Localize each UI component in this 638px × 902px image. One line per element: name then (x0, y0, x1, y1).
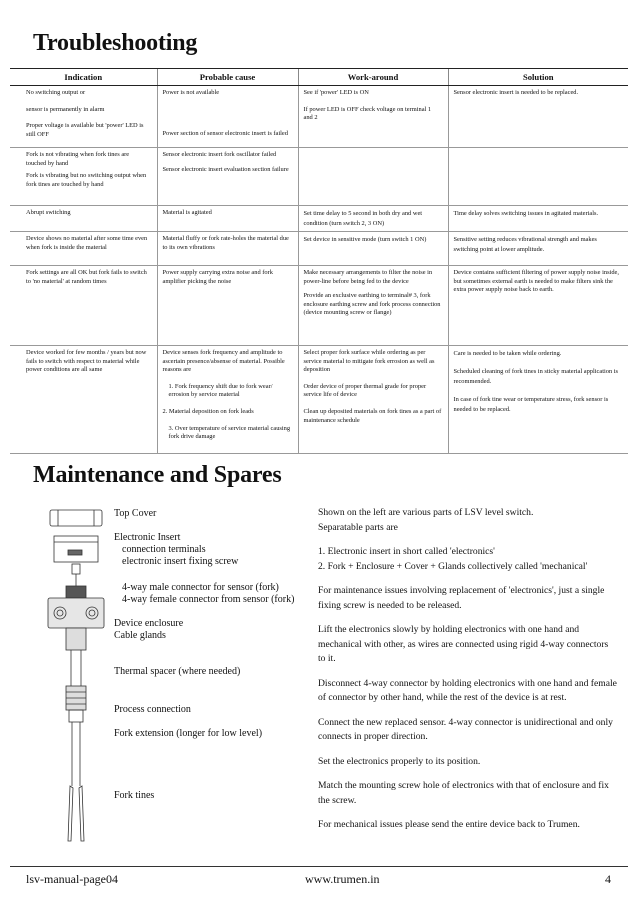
cell-solution (448, 148, 628, 206)
electronic-insert-shape (54, 536, 98, 562)
cell-text: 2. Material deposition on fork leads (162, 407, 254, 415)
troubleshooting-title: Troubleshooting (33, 30, 198, 56)
cell-text: Device contains sufficient filtering of power supply noise inside, but sometimes external earth is needed to make filters sink the extra power supply noise back to earth. (453, 269, 619, 294)
cell-solution (448, 266, 628, 346)
table-row (10, 346, 628, 454)
cell-text: Sensor electronic insert is needed to be replaced. (453, 89, 579, 96)
cell-workaround (298, 232, 448, 266)
cell-workaround (298, 266, 448, 346)
table-header-row (10, 69, 628, 86)
cell-text: If power LED is OFF check voltage on terminal 1 and 2 (303, 105, 432, 122)
instruction-line: Separatable parts are (318, 521, 398, 533)
cell-text: Make necessary arrangements to filter the noise in power-line before being fed to the device (303, 269, 433, 285)
cell-cause (157, 86, 298, 148)
cell-text: Provide an exclusive earthing to terminal# 3, fork enclosure earthing screw and fork process connection (device mounting screw or flange) (303, 292, 441, 317)
cell-text: Clean up deposited materials on fork tines as a part of maintenance schedule (303, 407, 442, 424)
cell-text: No switching output or (26, 89, 86, 96)
cell-solution (448, 206, 628, 232)
cell-text: Sensitive setting reduces vibrational strength and makes switching point at lower amplitude. (453, 236, 597, 253)
enclosure-top-shape (66, 586, 86, 598)
cell-workaround (298, 206, 448, 232)
cell-text: Care is needed to be taken while ordering. (453, 350, 562, 357)
instruction-paragraph: Lift the electronics slowly by holding electronics with one hand and mechanical with other, as wires are connected using rigid 4-way connectors to it. (318, 624, 609, 664)
cell-text: Material fluffy or fork rate-holes the material due to its own vibrations (162, 235, 289, 251)
header-indication: Indication (10, 69, 157, 86)
cell-solution (448, 86, 628, 148)
cell-indication (10, 232, 157, 266)
instruction-paragraph: Connect the new replaced sensor. 4-way connector is unidirectional and only connects in proper direction. (318, 716, 613, 742)
cell-indication (10, 346, 157, 454)
part-female-connector: 4-way female connector from sensor (fork) (122, 594, 295, 605)
cell-text: Select proper fork surface while ordering as per service material to mitigate fork errosion as well as deposition (303, 349, 435, 374)
cell-cause (157, 266, 298, 346)
instruction-line: Shown on the left are various parts of LSV level switch. (318, 507, 534, 518)
maintenance-title: Maintenance and Spares (33, 462, 282, 488)
connector-shape (72, 564, 80, 574)
cell-text: Sensor electronic insert evaluation section failure (162, 165, 289, 173)
part-top-cover: Top Cover (114, 508, 157, 519)
cell-text: 3. Over temperature of service material causing fork drive damage (168, 424, 291, 441)
instruction-paragraph: For maintenance issues involving replacement of 'electronics', just a single fixing screw is needed to be released. (318, 585, 605, 611)
troubleshooting-table (10, 68, 628, 454)
table-row (10, 148, 628, 206)
cell-text: Power supply carrying extra noise and fork amplifier picking the noise (162, 269, 273, 285)
cell-text: Sensor electronic insert fork oscillator failed (162, 151, 277, 158)
table-row (10, 266, 628, 346)
cell-text: Device shows no material after some time even when fork is inside the material (26, 235, 148, 251)
maintenance-instructions (318, 506, 618, 843)
part-electronic-insert: Electronic Insert (114, 532, 181, 543)
cell-text: 1. Fork frequency shift due to fork wear/ errosion by service material (168, 382, 273, 399)
cell-text: In case of fork tine wear or temperature stress, fork sensor is needed to be replaced. (453, 396, 609, 413)
instruction-paragraph: For mechanical issues please send the entire device back to Trumen. (318, 819, 580, 830)
footer-manual-id: lsv-manual-page04 (26, 872, 118, 886)
lsv-exploded-diagram-icon (40, 506, 120, 846)
cell-text: Device senses fork frequency and amplitude to ascertain presence/absense of material. Possible reasons are (162, 349, 285, 374)
cell-indication (10, 148, 157, 206)
header-probable-cause: Probable cause (157, 69, 298, 86)
header-work-around: Work-around (298, 69, 448, 86)
cell-text: Power section of sensor electronic insert is failed (162, 129, 288, 137)
cell-text: Scheduled cleaning of fork tines in sticky material application is recommended. (453, 368, 619, 385)
table-row (10, 232, 628, 266)
part-fork-tines: Fork tines (114, 790, 155, 801)
cell-text: Set time delay to 5 second in both dry and wet condition (turn switch 2, 3 ON) (303, 210, 423, 227)
cell-text: Material is agitated (162, 209, 212, 216)
part-process-connection: Process connection (114, 704, 191, 715)
part-enclosure: Device enclosure (114, 618, 184, 629)
cell-text: Time delay solves switching issues in agitated materials. (453, 210, 599, 217)
cell-workaround (298, 346, 448, 454)
instruction-paragraph (318, 506, 618, 535)
fork-tine-right-shape (79, 786, 84, 841)
table-row (10, 206, 628, 232)
cell-indication (10, 266, 157, 346)
part-thermal-spacer: Thermal spacer (where needed) (114, 666, 241, 677)
cell-text: Order device of proper thermal grade for proper service life of device (303, 382, 427, 399)
instruction-paragraph: Match the mounting screw hole of electronics with that of enclosure and fix the screw. (318, 780, 609, 806)
cell-indication (10, 206, 157, 232)
cell-text: Fork is vibrating but no switching output when fork tines are touched by hand (26, 172, 147, 188)
cell-text: Fork is not vibrating when fork tines are touched by hand (26, 151, 130, 167)
instruction-line: 1. Electronic insert in short called 'electronics' (318, 546, 495, 557)
cell-text: Set device in sensitive mode (turn switch 1 ON) (303, 236, 427, 243)
instruction-paragraph: Set the electronics properly to its position. (318, 755, 481, 767)
cell-text: Device worked for few months / years but now fails to switch with respect to material while power conditions are all same (26, 349, 147, 374)
instruction-paragraph: Disconnect 4-way connector by holding electronics with one hand and female of connector by other hand, while the rest of the device is at rest. (318, 677, 617, 703)
part-cable-glands: Cable glands (114, 630, 166, 641)
cell-text: Fork settings are all OK but fork fails to switch to 'no material' at random times (26, 269, 147, 285)
cell-cause (157, 346, 298, 454)
cell-workaround (298, 148, 448, 206)
cell-cause (157, 232, 298, 266)
cell-text: Abrupt switching (26, 209, 71, 216)
footer-website-link[interactable]: www.trumen.in (305, 872, 380, 886)
cell-text: sensor is permanently in alarm (26, 105, 105, 113)
instruction-line: 2. Fork + Enclosure + Cover + Glands collectively called 'mechanical' (318, 560, 588, 572)
cell-workaround (298, 86, 448, 148)
cell-text: Proper voltage is available but 'power' LED is still OFF (26, 122, 144, 138)
cell-text: See if 'power' LED is ON (303, 89, 369, 96)
table-row (10, 86, 628, 148)
part-male-connector: 4-way male connector for sensor (fork) (122, 582, 279, 593)
part-fork-extension: Fork extension (longer for low level) (114, 728, 263, 739)
cell-solution (448, 232, 628, 266)
header-solution: Solution (448, 69, 628, 86)
process-connection-shape (69, 710, 83, 722)
cell-cause (157, 206, 298, 232)
cell-solution (448, 346, 628, 454)
instruction-paragraph (318, 545, 618, 574)
cell-text: Power is not available (162, 89, 220, 96)
cell-spacer (163, 106, 292, 122)
part-connection-terminals: connection terminals (122, 544, 206, 555)
cell-indication (10, 86, 157, 148)
enclosure-shape (48, 598, 104, 628)
fork-tine-left-shape (68, 786, 73, 841)
part-fixing-screw: electronic insert fixing screw (122, 556, 239, 567)
cell-cause (157, 148, 298, 206)
footer-divider (10, 866, 628, 867)
footer-page-number: 4 (605, 872, 611, 886)
